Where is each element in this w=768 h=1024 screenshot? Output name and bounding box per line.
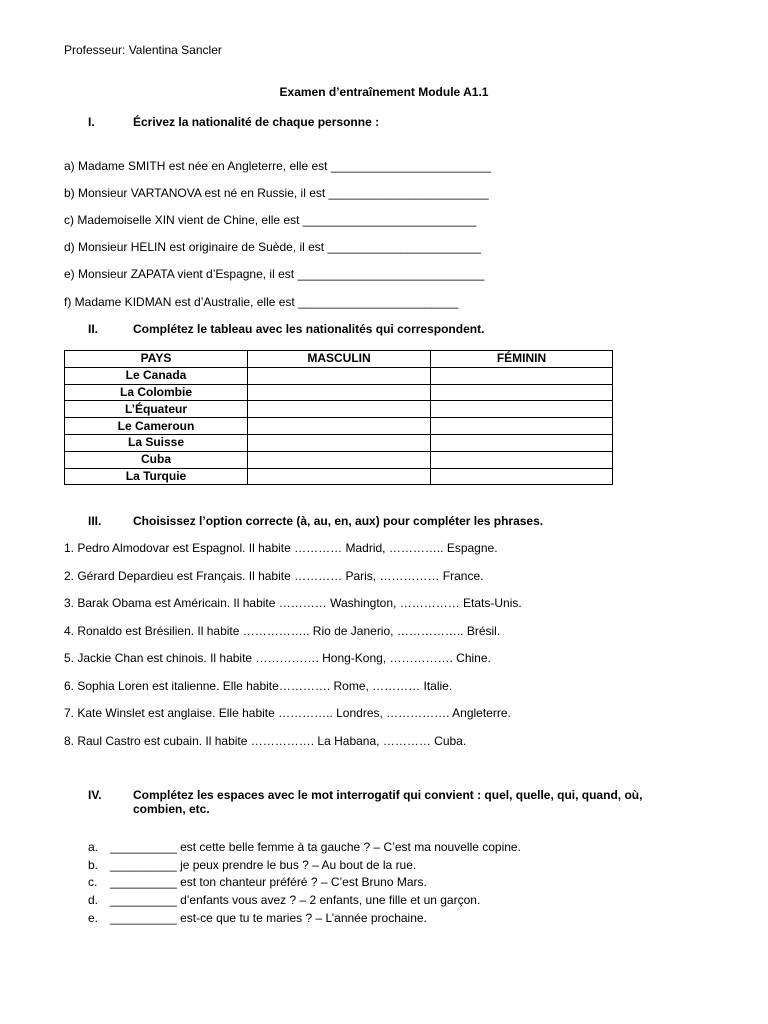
- section-4-number: IV.: [88, 788, 102, 802]
- header-feminin: FÉMININ: [431, 351, 613, 368]
- table-row: [65, 434, 613, 451]
- section-1-item: a) Madame SMITH est née en Angleterre, elle est ________________________: [64, 159, 491, 173]
- masculin-cell[interactable]: [248, 418, 431, 435]
- header-masculin: MASCULIN: [248, 351, 431, 368]
- country-cell: La Suisse: [65, 434, 248, 451]
- section-3-item: 5. Jackie Chan est chinois. Il habite ……………. Hong-Kong, ……………. Chine.: [64, 651, 491, 665]
- section-3-item: 2. Gérard Depardieu est Français. Il habite ………… Paris, …………… France.: [64, 569, 484, 583]
- feminin-cell[interactable]: [431, 418, 613, 435]
- feminin-cell[interactable]: [431, 401, 613, 418]
- section-1-item: c) Mademoiselle XIN vient de Chine, elle est __________________________: [64, 213, 477, 227]
- feminin-cell[interactable]: [431, 451, 613, 468]
- table-row: [65, 384, 613, 401]
- country-cell: Le Cameroun: [65, 418, 248, 435]
- section-4-item-letter: e.: [88, 911, 99, 925]
- table-row: [65, 418, 613, 435]
- section-3-item: 7. Kate Winslet est anglaise. Elle habite ………….. Londres, ……………. Angleterre.: [64, 706, 511, 720]
- section-4-item-text: __________ est cette belle femme à ta gauche ? – C’est ma nouvelle copine.: [110, 840, 521, 854]
- section-3-item: 3. Barak Obama est Américain. Il habite ………… Washington, …………… Etats-Unis.: [64, 596, 522, 610]
- country-cell: L’Équateur: [65, 401, 248, 418]
- table-row: [65, 401, 613, 418]
- header-pays: PAYS: [65, 351, 248, 368]
- section-4-title: Complétez les espaces avec le mot interrogatif qui convient : quel, quelle, qui, quand, où, combien, etc.: [133, 788, 643, 816]
- table-header-row: [65, 351, 613, 368]
- country-cell: Le Canada: [65, 367, 248, 384]
- masculin-cell[interactable]: [248, 401, 431, 418]
- section-1-item: f) Madame KIDMAN est d’Australie, elle est ________________________: [64, 295, 459, 309]
- masculin-cell[interactable]: [248, 367, 431, 384]
- section-1-title: Écrivez la nationalité de chaque personne :: [133, 115, 380, 129]
- section-3-item: 6. Sophia Loren est italienne. Elle habite…………. Rome, ………… Italie.: [64, 679, 453, 693]
- masculin-cell[interactable]: [248, 451, 431, 468]
- masculin-cell[interactable]: [248, 384, 431, 401]
- country-cell: La Colombie: [65, 384, 248, 401]
- nationality-table: [64, 350, 613, 485]
- section-4-item-letter: c.: [88, 875, 98, 889]
- masculin-cell[interactable]: [248, 468, 431, 485]
- section-3-number: III.: [88, 514, 102, 528]
- feminin-cell[interactable]: [431, 468, 613, 485]
- section-3-item: 1. Pedro Almodovar est Espagnol. Il habite ………… Madrid, ………….. Espagne.: [64, 541, 498, 555]
- table-row: [65, 451, 613, 468]
- feminin-cell[interactable]: [431, 384, 613, 401]
- section-1-item: b) Monsieur VARTANOVA est né en Russie, il est ________________________: [64, 186, 489, 200]
- masculin-cell[interactable]: [248, 434, 431, 451]
- section-4-item-text: __________ d’enfants vous avez ? – 2 enfants, une fille et un garçon.: [110, 893, 481, 907]
- section-4-item-letter: a.: [88, 840, 99, 854]
- country-cell: Cuba: [65, 451, 248, 468]
- section-1-number: I.: [88, 115, 95, 129]
- table-row: [65, 367, 613, 384]
- table-row: [65, 468, 613, 485]
- section-3-item: 4. Ronaldo est Brésilien. Il habite …………….. Rio de Janerio, …………….. Brésil.: [64, 624, 501, 638]
- feminin-cell[interactable]: [431, 434, 613, 451]
- section-4-item-text: __________ je peux prendre le bus ? – Au bout de la rue.: [110, 858, 417, 872]
- section-4-item-text: __________ est-ce que tu te maries ? – L’année prochaine.: [110, 911, 427, 925]
- section-4-item-text: __________ est ton chanteur préféré ? – C’est Bruno Mars.: [110, 875, 427, 889]
- section-3-item: 8. Raul Castro est cubain. Il habite ……………. La Habana, ………… Cuba.: [64, 734, 467, 748]
- teacher-name: Professeur: Valentina Sancler: [64, 43, 222, 57]
- country-cell: La Turquie: [65, 468, 248, 485]
- exam-title: Examen d’entraînement Module A1.1: [279, 85, 489, 99]
- section-4-item-letter: d.: [88, 893, 99, 907]
- section-2-title: Complétez le tableau avec les nationalités qui correspondent.: [133, 322, 485, 336]
- section-4-item-letter: b.: [88, 858, 99, 872]
- section-1-item: e) Monsieur ZAPATA vient d’Espagne, il est ____________________________: [64, 267, 485, 281]
- section-1-item: d) Monsieur HELIN est originaire de Suède, il est _______________________: [64, 240, 481, 254]
- feminin-cell[interactable]: [431, 367, 613, 384]
- section-3-title: Choisissez l’option correcte (à, au, en, aux) pour compléter les phrases.: [133, 514, 544, 528]
- section-2-number: II.: [88, 322, 99, 336]
